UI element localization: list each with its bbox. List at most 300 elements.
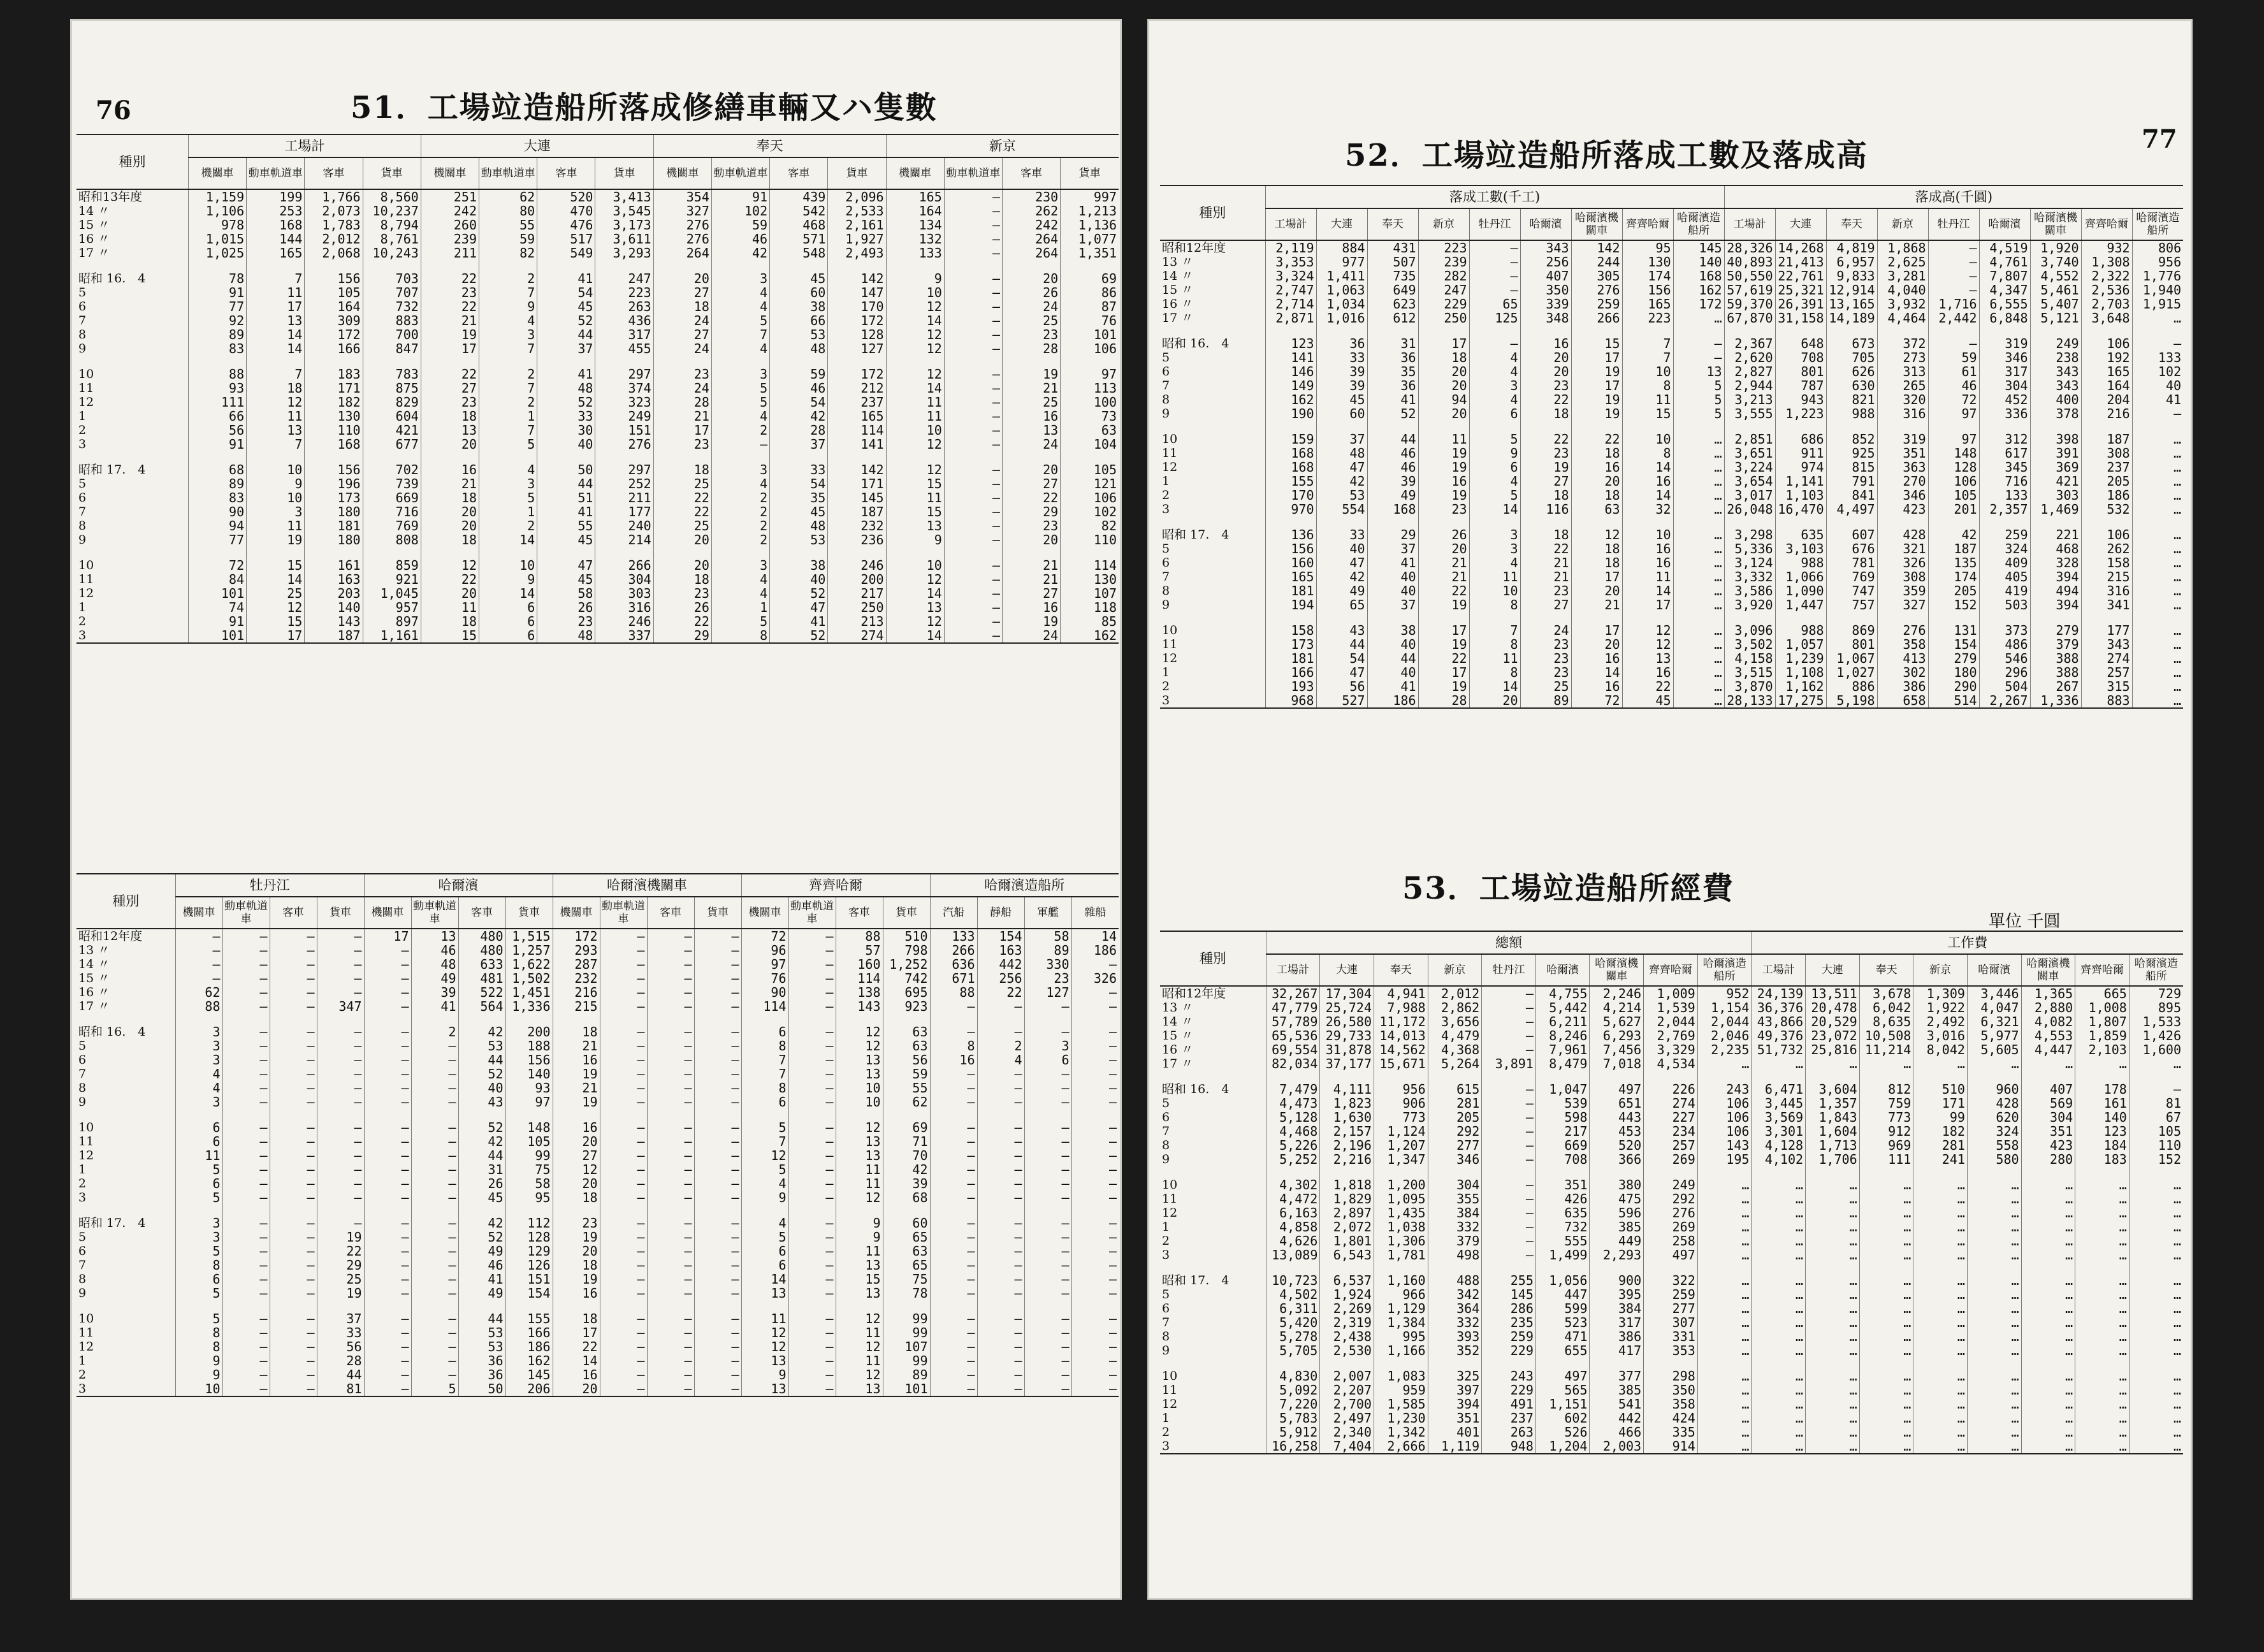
- table-cell: 39: [1316, 365, 1367, 379]
- table-cell: 57,789: [1266, 1015, 1320, 1029]
- table-row: [1160, 1206, 2183, 1220]
- table-cell: 308: [1877, 570, 1928, 584]
- table-cell: 407: [2021, 1082, 2075, 1096]
- row-label: 12: [78, 395, 94, 409]
- table-cell: 350: [1520, 283, 1571, 297]
- table-cell: —: [600, 971, 647, 985]
- table-cell: 14: [553, 1354, 600, 1368]
- table-cell: 84: [188, 572, 246, 586]
- table-cell: 1,630: [1320, 1110, 1374, 1124]
- table-cell: —: [1071, 1120, 1119, 1134]
- table-row: [1160, 1411, 2183, 1425]
- table-cell: 16: [553, 1286, 600, 1300]
- table-cell: 4: [711, 286, 769, 300]
- table-cell: —: [270, 1382, 317, 1396]
- row-label: 11: [1162, 637, 1178, 651]
- table-cell: 20: [553, 1177, 600, 1191]
- table-cell: 22: [653, 614, 711, 628]
- table-cell: 25: [247, 586, 305, 600]
- table-cell: 1,336: [505, 999, 553, 1013]
- table-cell: —: [694, 1312, 741, 1326]
- table-cell: 4,761: [1979, 255, 2030, 269]
- table-cell: —: [364, 1272, 411, 1286]
- table-cell: 988: [1775, 623, 1826, 637]
- table-cell: 8,042: [1913, 1043, 1968, 1057]
- table-cell: 17,275: [1775, 693, 1826, 708]
- table-cell: …: [2021, 1273, 2075, 1287]
- table-cell: 48: [770, 342, 828, 356]
- table-cell: 3,445: [1752, 1096, 1806, 1110]
- table-cell: 41: [770, 614, 828, 628]
- table-cell: …: [1913, 1383, 1968, 1397]
- table-cell: 10: [1469, 584, 1520, 598]
- table-cell: …: [2129, 1369, 2183, 1383]
- table-cell: …: [2075, 1369, 2130, 1383]
- table-cell: 943: [1775, 393, 1826, 407]
- table-cell: 62: [175, 985, 222, 999]
- table-cell: —: [930, 1025, 977, 1039]
- table-cell: —: [1024, 1272, 1071, 1286]
- table-cell: 1,136: [1061, 218, 1119, 232]
- table-cell: 7,404: [1320, 1439, 1374, 1454]
- table-cell: …: [2021, 1411, 2075, 1425]
- table-cell: 41: [537, 272, 595, 286]
- table-cell: 4,941: [1374, 986, 1428, 1001]
- table-cell: 211: [595, 491, 653, 505]
- table-cell: 4,128: [1752, 1138, 1806, 1152]
- table-cell: [411, 1300, 458, 1312]
- table-cell: 14: [1622, 488, 1673, 502]
- table-cell: 2,714: [1265, 297, 1316, 311]
- table-cell: 5: [1673, 407, 1724, 421]
- table-cell: [421, 356, 479, 367]
- table-cell: 2,357: [1979, 502, 2030, 516]
- table-cell: —: [694, 1368, 741, 1382]
- table-cell: —: [977, 1216, 1024, 1230]
- table-cell: 100: [1061, 395, 1119, 409]
- table-cell: 7,456: [1590, 1043, 1644, 1057]
- row-label: 11: [78, 1326, 94, 1340]
- table-cell: 1,009: [1644, 986, 1698, 1001]
- table-cell: 801: [1775, 365, 1826, 379]
- table-cell: —: [411, 1177, 458, 1191]
- table-cell: —: [647, 1312, 694, 1326]
- table-row: [76, 1382, 1119, 1396]
- table-cell: —: [364, 1244, 411, 1258]
- table-cell: 598: [1535, 1110, 1590, 1124]
- table-cell: 781: [1826, 556, 1877, 570]
- table-cell: 53: [458, 1340, 505, 1354]
- table-cell: 497: [1644, 1248, 1698, 1262]
- table-cell: —: [788, 1148, 836, 1163]
- column-header: 動車軌道車: [247, 157, 305, 189]
- table-cell: 7: [711, 328, 769, 342]
- table-cell: 6,321: [1967, 1015, 2021, 1029]
- table-cell: 317: [595, 328, 653, 342]
- table-cell: 1,230: [1374, 1411, 1428, 1425]
- table-cell: —: [930, 999, 977, 1013]
- table-cell: 1,141: [1775, 474, 1826, 488]
- table-cell: 22,761: [1775, 269, 1826, 283]
- table-cell: 1,823: [1320, 1096, 1374, 1110]
- table-cell: [886, 451, 944, 463]
- table-cell: …: [1913, 1439, 1968, 1454]
- table-cell: [2075, 1071, 2130, 1082]
- table-cell: 42: [1928, 528, 1979, 542]
- table-row: [76, 929, 1119, 943]
- table-cell: 615: [1428, 1082, 1482, 1096]
- table-cell: 345: [1979, 460, 2030, 474]
- table-cell: …: [2132, 584, 2183, 598]
- row-label: 5: [1162, 351, 1170, 365]
- table-cell: 168: [1367, 502, 1418, 516]
- table-cell: 3,920: [1724, 598, 1775, 612]
- table-cell: 7: [247, 272, 305, 286]
- column-header: 哈爾濱: [1520, 208, 1571, 240]
- row-label: 昭和 16. 4: [78, 1025, 146, 1039]
- table-cell: 8: [1622, 446, 1673, 460]
- table-cell: 9,833: [1826, 269, 1877, 283]
- table-cell: 161: [2075, 1096, 2130, 1110]
- table-cell: …: [1697, 1234, 1752, 1248]
- table-cell: 4,102: [1752, 1152, 1806, 1166]
- table-cell: 372: [1877, 337, 1928, 351]
- table-cell: [930, 1300, 977, 1312]
- table-cell: 41: [1367, 679, 1418, 693]
- table-cell: …: [1806, 1344, 1860, 1358]
- table-cell: 11: [1469, 651, 1520, 665]
- table-cell: —: [317, 1039, 364, 1053]
- table-cell: 21: [653, 409, 711, 423]
- table-cell: [1697, 1071, 1752, 1082]
- table-cell: —: [788, 1312, 836, 1326]
- table-row: [1160, 337, 2183, 351]
- table-cell: —: [364, 1053, 411, 1067]
- table-cell: [1316, 516, 1367, 528]
- table-cell: …: [1913, 1301, 1968, 1315]
- table-cell: 3,324: [1265, 269, 1316, 283]
- table-cell: 216: [553, 985, 600, 999]
- table-cell: 44: [537, 477, 595, 491]
- table-cell: 11: [247, 409, 305, 423]
- table-cell: 24: [1002, 628, 1060, 643]
- table-row: [76, 328, 1119, 342]
- table-cell: 23: [1520, 379, 1571, 393]
- row-label: 7: [78, 314, 87, 328]
- table-cell: 112: [505, 1216, 553, 1230]
- table-cell: 700: [363, 328, 421, 342]
- row-label: 14 〃: [1162, 1015, 1194, 1029]
- table-cell: 1,166: [1374, 1344, 1428, 1358]
- table-cell: 45: [458, 1191, 505, 1205]
- table-cell: 260: [421, 218, 479, 232]
- table-cell: 716: [363, 505, 421, 519]
- table-cell: —: [1024, 1230, 1071, 1244]
- table-cell: 21: [1002, 572, 1060, 586]
- table-cell: 229: [1418, 297, 1469, 311]
- table-cell: 211: [421, 246, 479, 260]
- table-cell: —: [647, 1134, 694, 1148]
- table-cell: 49,376: [1752, 1029, 1806, 1043]
- table-row: [1160, 1152, 2183, 1166]
- table-cell: …: [1967, 1344, 2021, 1358]
- row-label: 17 〃: [78, 246, 110, 260]
- row-label: 8: [78, 328, 87, 342]
- table-cell: 54: [770, 477, 828, 491]
- table-cell: —: [222, 1134, 270, 1148]
- table-cell: 388: [2030, 651, 2081, 665]
- table-cell: —: [270, 1340, 317, 1354]
- table-cell: 111: [188, 395, 246, 409]
- table-cell: 158: [1265, 623, 1316, 637]
- table-cell: 4: [1469, 365, 1520, 379]
- table-cell: …: [1697, 1411, 1752, 1425]
- right-page: [1147, 19, 2193, 1600]
- table-cell: 648: [1775, 337, 1826, 351]
- table-cell: 15: [247, 558, 305, 572]
- table-cell: 24,139: [1752, 986, 1806, 1001]
- table-cell: 1,223: [1775, 407, 1826, 421]
- table-cell: 520: [537, 189, 595, 204]
- table-cell: 5,442: [1535, 1001, 1590, 1015]
- table-cell: 140: [2075, 1110, 2130, 1124]
- table-cell: —: [694, 985, 741, 999]
- table-cell: —: [647, 985, 694, 999]
- table-cell: —: [788, 957, 836, 971]
- table-cell: 145: [828, 491, 886, 505]
- table-cell: 16: [930, 1053, 977, 1067]
- table-cell: 14: [1571, 665, 1622, 679]
- row-label: 12: [1162, 651, 1178, 665]
- table-cell: —: [411, 1312, 458, 1326]
- table-cell: 106: [1061, 491, 1119, 505]
- table-cell: 15,671: [1374, 1057, 1428, 1071]
- table-cell: 12,914: [1826, 283, 1877, 297]
- table-cell: 5: [479, 437, 537, 451]
- table-cell: 20: [421, 437, 479, 451]
- row-label: 5: [78, 286, 87, 300]
- table-cell: 966: [1374, 1287, 1428, 1301]
- table-cell: [1697, 1358, 1752, 1369]
- table-cell: 12: [553, 1163, 600, 1177]
- table-cell: 16: [1622, 665, 1673, 679]
- table-cell: …: [1752, 1220, 1806, 1234]
- table-cell: 847: [363, 342, 421, 356]
- table-cell: 7: [479, 381, 537, 395]
- table-cell: [1673, 325, 1724, 337]
- table-cell: 55: [537, 519, 595, 533]
- table-cell: 497: [1590, 1082, 1644, 1096]
- table-cell: —: [944, 342, 1002, 356]
- table-cell: 65: [1316, 598, 1367, 612]
- table-cell: 59,370: [1724, 297, 1775, 311]
- table-cell: …: [1752, 1287, 1806, 1301]
- row-label: 12: [78, 1340, 94, 1354]
- column-header: 工場計: [1266, 954, 1320, 986]
- table-cell: [305, 547, 363, 558]
- table-cell: 541: [1590, 1397, 1644, 1411]
- table-row: [76, 204, 1119, 218]
- row-label: 2: [78, 423, 87, 437]
- table-cell: …: [2075, 1206, 2130, 1220]
- table-cell: —: [788, 1286, 836, 1300]
- table-cell: 106: [2081, 528, 2132, 542]
- table-cell: [1428, 1071, 1482, 1082]
- table-cell: 358: [1644, 1397, 1698, 1411]
- table-cell: 4: [741, 1177, 788, 1191]
- table-cell: 45: [1622, 693, 1673, 708]
- table-cell: 481: [458, 971, 505, 985]
- table-cell: …: [1697, 1273, 1752, 1287]
- table-cell: 3: [1469, 528, 1520, 542]
- table-cell: [1428, 1358, 1482, 1369]
- table-cell: 14: [247, 572, 305, 586]
- table-cell: 47: [1316, 556, 1367, 570]
- table-cell: 187: [2081, 432, 2132, 446]
- row-label: 17 〃: [1162, 311, 1194, 325]
- table-cell: 852: [1826, 432, 1877, 446]
- table-row: [1160, 474, 2183, 488]
- table-cell: 63: [1061, 423, 1119, 437]
- table-cell: —: [944, 519, 1002, 533]
- table-cell: —: [1024, 1368, 1071, 1382]
- table-cell: …: [1859, 1315, 1913, 1330]
- table-cell: —: [222, 1163, 270, 1177]
- table-cell: 13: [836, 1258, 883, 1272]
- column-header: 工場計: [1265, 208, 1316, 240]
- table-cell: 166: [505, 1326, 553, 1340]
- table-cell: 2,497: [1320, 1411, 1374, 1425]
- table-cell: 16: [1622, 556, 1673, 570]
- table-cell: 669: [1535, 1138, 1590, 1152]
- table-cell: 773: [1859, 1110, 1913, 1124]
- table-cell: 957: [363, 600, 421, 614]
- table-cell: —: [694, 1148, 741, 1163]
- table-cell: [270, 1013, 317, 1025]
- table-cell: 337: [595, 628, 653, 643]
- table-cell: 99: [1913, 1110, 1968, 1124]
- table-row: [1160, 269, 2183, 283]
- table-cell: 468: [770, 218, 828, 232]
- table-cell: —: [694, 1326, 741, 1340]
- table-row: [76, 1272, 1119, 1286]
- table-row: [1160, 1330, 2183, 1344]
- table-cell: —: [944, 272, 1002, 286]
- table-cell: 52: [458, 1120, 505, 1134]
- table-row: [76, 218, 1119, 232]
- table-cell: 48: [1316, 446, 1367, 460]
- table-cell: 18: [553, 1025, 600, 1039]
- table-cell: [1071, 1109, 1119, 1120]
- table-cell: 44: [317, 1368, 364, 1382]
- table-cell: —: [270, 1258, 317, 1272]
- table-cell: 558: [1967, 1138, 2021, 1152]
- table-cell: [1266, 1262, 1320, 1273]
- table-cell: 20,478: [1806, 1001, 1860, 1015]
- table-cell: [1877, 612, 1928, 623]
- page-number-left: 76: [96, 96, 131, 126]
- table-cell: 263: [595, 300, 653, 314]
- table-cell: —: [600, 1286, 647, 1300]
- table-cell: 45: [770, 272, 828, 286]
- column-header: 新京: [1913, 954, 1968, 986]
- table-cell: 97: [505, 1095, 553, 1109]
- table-cell: 243: [1482, 1369, 1536, 1383]
- table-cell: [1482, 1262, 1536, 1273]
- table-cell: 133: [886, 246, 944, 260]
- table-row: [76, 314, 1119, 328]
- table-cell: 23: [1002, 328, 1060, 342]
- table-cell: 630: [1826, 379, 1877, 393]
- table-cell: 1,922: [1913, 1001, 1968, 1015]
- table-cell: 2,007: [1320, 1369, 1374, 1383]
- table-cell: 290: [1928, 679, 1979, 693]
- table-cell: 89: [188, 477, 246, 491]
- table-cell: 42: [711, 246, 769, 260]
- table-cell: 2,536: [2081, 283, 2132, 297]
- table-cell: —: [788, 1134, 836, 1148]
- row-label: 7: [1162, 570, 1170, 584]
- table-cell: [828, 451, 886, 463]
- table-cell: 58: [505, 1177, 553, 1191]
- column-header: 機關車: [364, 897, 411, 929]
- table-cell: —: [222, 1039, 270, 1053]
- table-cell: —: [411, 1230, 458, 1244]
- row-label: 8: [1162, 1330, 1170, 1344]
- column-header: 齊齊哈爾: [2075, 954, 2130, 986]
- table-cell: 388: [2030, 665, 2081, 679]
- table-cell: 99: [883, 1326, 930, 1340]
- table-cell: [1928, 325, 1979, 337]
- column-header: 動車軌道車: [600, 897, 647, 929]
- table-cell: —: [788, 1354, 836, 1368]
- table-cell: 11: [1418, 432, 1469, 446]
- table-cell: 695: [883, 985, 930, 999]
- table-cell: 267: [2030, 679, 2081, 693]
- table-cell: —: [175, 957, 222, 971]
- table-cell: …: [2021, 1315, 2075, 1330]
- table-cell: 1,924: [1320, 1287, 1374, 1301]
- table-cell: —: [600, 943, 647, 957]
- table-cell: —: [647, 1148, 694, 1163]
- table-cell: 1,940: [2132, 283, 2183, 297]
- table-row: [76, 600, 1119, 614]
- table-cell: [1428, 1262, 1482, 1273]
- table-cell: —: [600, 999, 647, 1013]
- table-cell: 18: [553, 1191, 600, 1205]
- table-cell: 54: [537, 286, 595, 300]
- table-row: [1160, 393, 2183, 407]
- table-cell: …: [2021, 1439, 2075, 1454]
- table-cell: [2129, 1262, 2183, 1273]
- table-cell: 43: [1316, 623, 1367, 637]
- table-cell: —: [364, 1025, 411, 1039]
- table-cell: —: [788, 1039, 836, 1053]
- table-cell: [2081, 612, 2132, 623]
- table-cell: —: [1469, 283, 1520, 297]
- row-label: 10: [1162, 432, 1178, 446]
- table-cell: [1071, 1300, 1119, 1312]
- table-cell: 346: [1979, 351, 2030, 365]
- table-cell: 154: [1928, 637, 1979, 651]
- table-cell: 735: [1367, 269, 1418, 283]
- table-cell: 24: [1002, 300, 1060, 314]
- table-cell: 1,308: [2081, 255, 2132, 269]
- table-cell: 12: [1622, 637, 1673, 651]
- table-cell: [711, 547, 769, 558]
- row-label: 6: [78, 1244, 87, 1258]
- table-cell: —: [270, 1326, 317, 1340]
